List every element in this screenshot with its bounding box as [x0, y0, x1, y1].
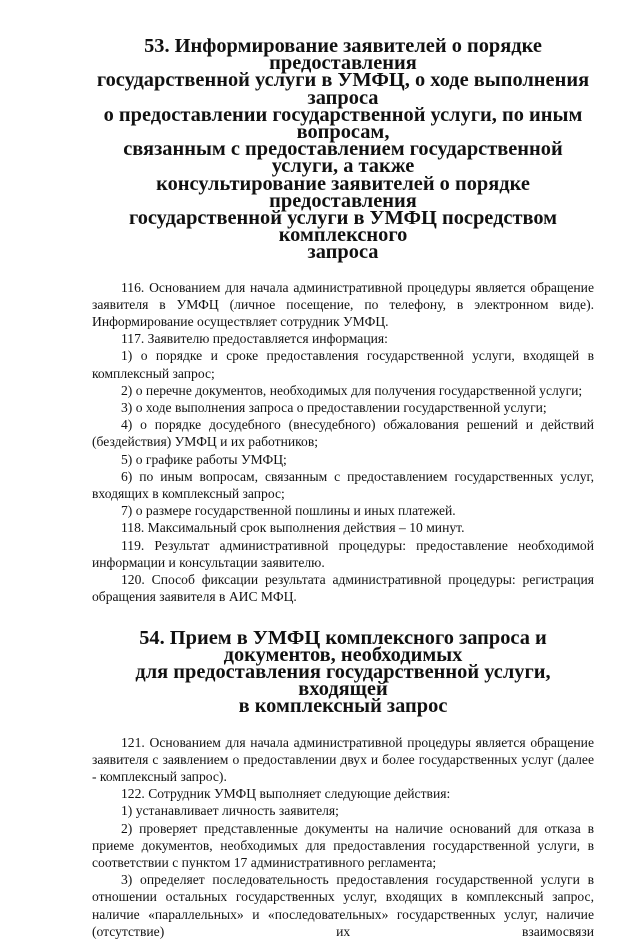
list-item-4: 4) о порядке досудебного (внесудебного) обжалования решений и действий (бездействия) УМФЦ и их работников; — [92, 417, 594, 450]
section-54-body — [92, 734, 594, 940]
section-54-heading — [92, 626, 594, 718]
heading-line: связанным с предоставлением государственной услуги, а также — [123, 138, 563, 178]
heading-line: в комплексный запрос — [238, 695, 448, 718]
heading-line: консультирование заявителей о порядке предоставления — [156, 172, 530, 212]
list-item-3: 3) определяет последовательность предоставления государственной услуги в отношении остальных государственных услуг, входящих в комплексный запрос, наличие «параллельных» и «последовательных» государственных услуг, наличие (отсутствие) их взаимосвязи — [92, 872, 594, 939]
list-item-2: 2) о перечне документов, необходимых для получения государственной услуги; — [121, 382, 583, 398]
document-page — [92, 35, 594, 940]
paragraph-117: 117. Заявителю предоставляется информация: — [121, 331, 388, 347]
heading-line: 54. Прием в УМФЦ комплексного запроса и документов, необходимых — [139, 626, 547, 666]
heading-line: 53. Информирование заявителей о порядке предоставления — [144, 35, 542, 75]
heading-line: государственной услуги в УМФЦ посредством комплексного — [128, 207, 558, 247]
heading-line: для предоставления государственной услуги, входящей — [135, 660, 551, 701]
paragraph-118: 118. Максимальный срок выполнения действия – 10 минут. — [121, 520, 465, 536]
paragraph-121: 121. Основанием для начала административной процедуры является обращение заявителя с заявлением о предоставлении двух и более государственных услуг (далее - комплексный запрос). — [92, 734, 594, 784]
list-item-7: 7) о размере государственной пошлины и иных платежей. — [121, 503, 456, 519]
list-item-1: 1) устанавливает личность заявителя; — [121, 803, 339, 819]
list-item-6: 6) по иным вопросам, связанным с предоставлением государственных услуг, входящих в комплексный запрос; — [92, 468, 594, 502]
paragraph-122: 122. Сотрудник УМФЦ выполняет следующие действия: — [121, 786, 451, 802]
heading-line: о предоставлении государственной услуги, по иным вопросам, — [103, 103, 583, 144]
paragraph-116: 116. Основанием для начала административной процедуры является обращение заявителя в УМФЦ (личное посещение, по телефону, в электронном виде). Информирование осуществляет сотрудник УМФЦ. — [92, 279, 594, 330]
list-item-3: 3) о ходе выполнения запроса о предоставлении государственной услуги; — [121, 400, 547, 416]
paragraph-119: 119. Результат административной процедуры: предоставление необходимой информации и консультации заявителю. — [92, 537, 594, 570]
section-53-heading — [92, 35, 594, 264]
paragraph-120: 120. Способ фиксации результата административной процедуры: регистрация обращения заявителя в АИС МФЦ. — [92, 572, 594, 605]
heading-line: запроса — [307, 241, 379, 264]
list-item-5: 5) о графике работы УМФЦ; — [121, 451, 287, 467]
heading-line: государственной услуги в УМФЦ, о ходе выполнения запроса — [96, 69, 590, 109]
list-item-1: 1) о порядке и сроке предоставления государственной услуги, входящей в комплексный запрос; — [92, 348, 594, 381]
list-item-2: 2) проверяет представленные документы на наличие оснований для отказа в приеме документов, необходимых для предоставления государственной услуги, в соответствии с пунктом 17 административного регламента; — [92, 820, 594, 870]
section-53-body — [92, 279, 594, 606]
